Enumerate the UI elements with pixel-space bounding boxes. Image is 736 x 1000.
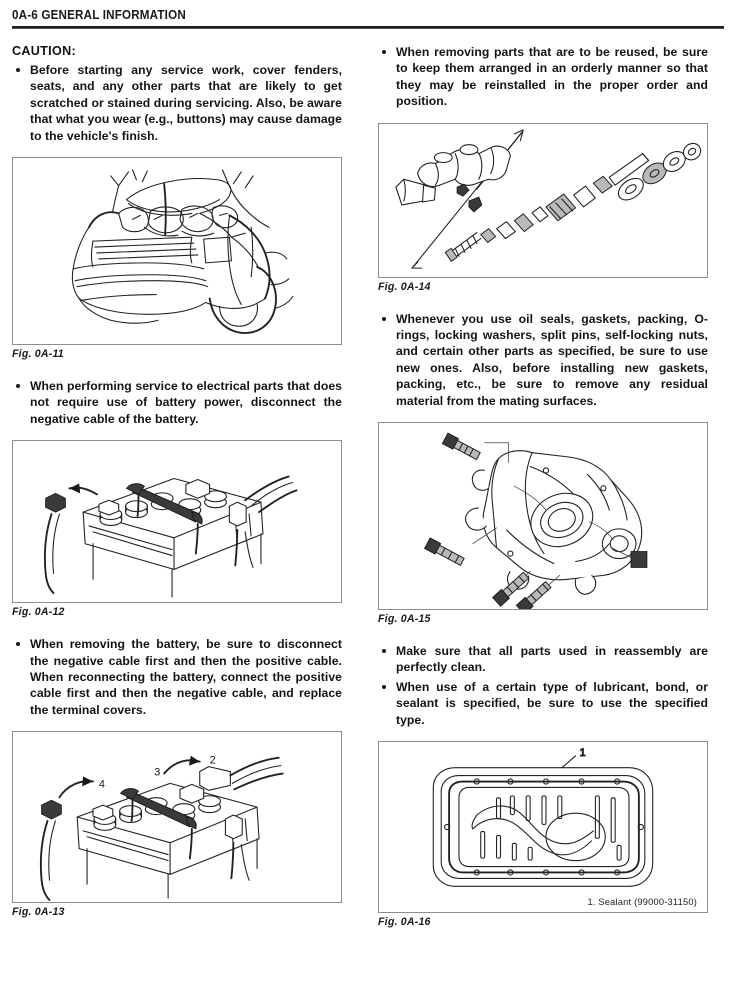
figure-0a13-caption: Fig. 0A-13 [12,906,65,919]
figure-0a13-callout-3: 3 [154,766,161,779]
bullet-text: When performing service to electrical parts that does not require use of battery power, disconnect the negative cable of the battery. [30,379,342,426]
bullet-text: Make sure that all parts used in reassembly are perfectly clean. [396,644,708,675]
figure-0a12-image [12,440,342,603]
bullet-text: When removing the battery, be sure to disconnect the negative cable first and then the positive cable. When reconnecting the battery, connect the positive cable first and then the negative cable, and replace the terminal covers. [30,637,342,717]
spacer [378,113,708,123]
page-title: 0A-6 GENERAL INFORMATION [12,8,186,22]
bullet-dot-icon [382,685,386,689]
bullet-dot-icon [382,50,386,54]
figure-0a13 [12,731,342,918]
bullet-dot-icon [16,384,20,388]
figure-0a16-image [378,741,708,913]
spacer [12,360,342,378]
figure-0a15-caption: Fig. 0A-15 [378,613,431,626]
figure-0a12 [12,440,342,618]
figure-0a15-image [378,422,708,610]
bullet-battery-removal [12,636,342,718]
spacer [12,618,342,636]
bullet-parts-clean [378,643,708,676]
bullet-electrical-service [12,378,342,427]
bullet-dot-icon [16,68,20,72]
bullet-text: When removing parts that are to be reused, be sure to keep them arranged in an orderly manner so that they may be reinstalled in the proper order and position. [396,45,708,109]
figure-0a13-image [12,731,342,903]
left-column [12,44,342,918]
figure-0a12-caption: Fig. 0A-12 [12,606,65,619]
bullet-text: Whenever you use oil seals, gaskets, packing, O-rings, locking washers, split pins, self-locking nuts, and certain other parts as specified, be sure to use new ones. Also, before installing new gaskets, packing, etc., be sure to remove any residual material from the mating surfaces. [396,311,708,408]
bullet-dot-icon [382,317,386,321]
spacer [378,412,708,422]
spacer [12,147,342,157]
caution-heading: CAUTION: [12,44,76,58]
bullet-reused-parts-order [378,44,708,110]
figure-0a14 [378,123,708,293]
figure-0a16-caption: Fig. 0A-16 [378,916,431,929]
right-column [378,44,708,928]
spacer [378,293,708,311]
page-header [0,0,736,30]
bullet-new-seals-gaskets [378,311,708,409]
spacer [378,625,708,643]
figure-0a16-callout-1: 1 [579,746,586,759]
figure-0a16 [378,741,708,928]
bullet-dot-icon [382,649,386,653]
bullet-cover-fenders [12,62,342,144]
figure-0a15 [378,422,708,625]
spacer [378,731,708,741]
bullet-text: Before starting any service work, cover fenders, seats, and any other parts that are likely to get scratched or stained during servicing. Also, be aware that what you wear (e.g., buttons) may cause damage to the vehicle's finish. [30,63,342,143]
spacer [12,430,342,440]
figure-0a16-legend: 1. Sealant (99000-31150) [587,897,697,908]
figure-0a11-caption: Fig. 0A-11 [12,348,64,361]
figure-0a13-callout-4: 4 [98,778,105,791]
bullet-text: When use of a certain type of lubricant, bond, or sealant is specified, be sure to use the specified type. [396,679,708,727]
spacer [12,721,342,731]
bullet-specified-lubricant [378,679,708,728]
figure-0a14-caption: Fig. 0A-14 [378,280,431,293]
header-rule [12,26,724,29]
figure-0a11-image [12,157,342,345]
figure-0a13-callout-2: 2 [209,754,216,767]
bullet-dot-icon [16,642,20,646]
figure-0a11 [12,157,342,360]
figure-0a14-image [378,123,708,278]
